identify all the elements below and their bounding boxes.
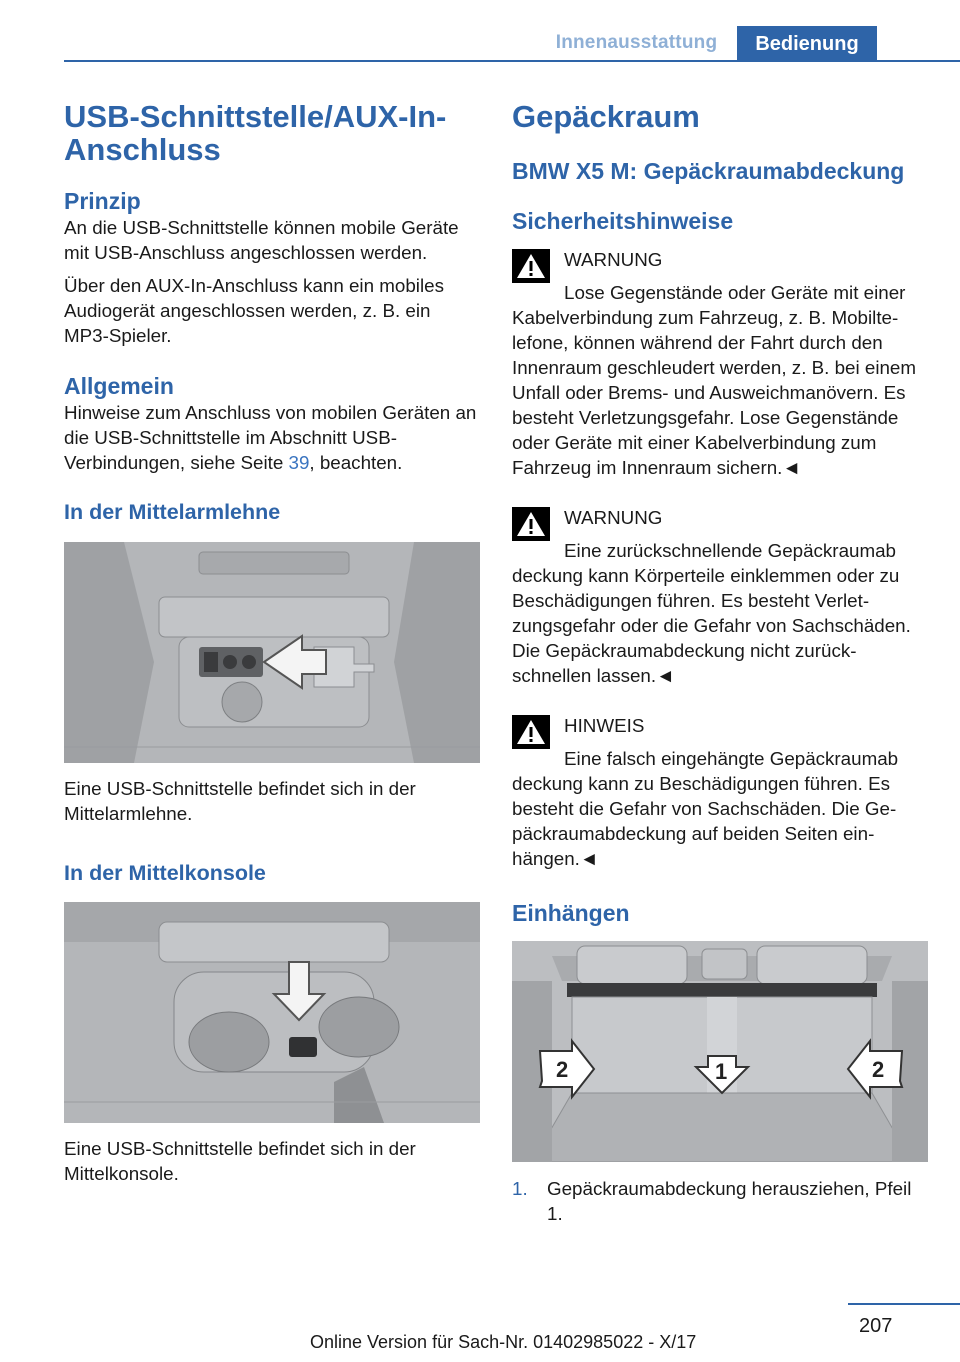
warning-text-1 — [512, 280, 928, 480]
heading-einhaengen: Einhängen — [512, 900, 630, 926]
page-link-39[interactable]: 39 — [288, 452, 310, 473]
step-item — [512, 1176, 928, 1226]
hint-text-first: Eine falsch eingehängte Gepäckraumab — [564, 748, 899, 769]
step-number: 1. — [512, 1178, 528, 1199]
heading-mittelarmlehne: In der Mittelarmlehne — [64, 500, 281, 524]
warning-triangle-icon — [512, 507, 550, 541]
principle-paragraph-1: An die USB-Schnittstelle können mobile Geräte mit USB-Anschluss angeschlossen werden. — [64, 217, 459, 263]
general-text-post: , beachten. — [309, 452, 403, 473]
footer-rule — [848, 1303, 960, 1305]
principle-paragraph-2: Über den AUX-In-Anschluss kann ein mobiles Audiogerät angeschlossen werden, z. B. ein MP3-Spieler. — [64, 275, 444, 346]
figure-luggage-cover — [512, 941, 928, 1162]
header-tab-bedienung[interactable]: Bedienung — [737, 26, 877, 62]
right-column — [512, 100, 928, 1226]
heading-prinzip: Prinzip — [64, 188, 141, 214]
armrest-caption: Eine USB-Schnittstelle befindet sich in der Mittelarmlehne. — [64, 778, 416, 824]
subtitle-abdeckung: BMW X5 M: Gepäckraumabdeckung — [512, 158, 905, 184]
luggage-illustration — [512, 941, 928, 1162]
warning-label-1: WARNUNG — [564, 249, 663, 270]
header-tab-innenausstattung[interactable]: Innenausstattung — [555, 32, 718, 53]
step-text: Gepäckraumabdeckung herausziehen, Pfeil 1. — [547, 1178, 912, 1224]
console-caption: Eine USB-Schnittstelle befindet sich in der Mittelkonsole. — [64, 1138, 416, 1184]
warning-block-1 — [512, 247, 928, 480]
hint-label: HINWEIS — [564, 715, 645, 736]
hint-text-rest: deckung kann zu Beschädigungen führen. Es besteht die Gefahr von Sachschäden. Die Gepäckraumabdeckung auf beiden Seiten einhängen.◄ — [512, 773, 897, 869]
warning-text-2-rest: deckung kann Körperteile einklemmen oder zu Beschädigungen führen. Es besteht Verletzungsgefahr oder die Gefahr von Sachschäden. Die Gepäckraumabdeckung nicht zurückschnellen lassen.◄ — [512, 565, 911, 686]
arrow-label-left: 2 — [556, 1057, 569, 1082]
warning-triangle-icon — [512, 715, 550, 749]
online-version-note: Online Version für Sach-Nr. 01402985022 - X/17 — [310, 1332, 697, 1352]
left-column — [64, 100, 480, 1186]
arrow-label-center: 1 — [715, 1059, 728, 1084]
arrow-label-right: 2 — [872, 1057, 885, 1082]
warning-text-1-rest: Kabelverbindung zum Fahrzeug, z. B. Mobiltelefone, können während der Fahrt durch den Innenraum geschleudert werden, z. B. bei einem Unfall oder Brems- und Ausweichmanövern. Es besteht Verletzungsgefahr. Lose Gegenstände oder Geräte mit einer Kabelverbindung zum Fahrzeug im Innenraum sichern.◄ — [512, 307, 917, 478]
general-paragraph — [64, 400, 480, 475]
page-number: 207 — [859, 1315, 893, 1337]
section-title-gepaeckraum: Gepäckraum — [512, 99, 700, 134]
warning-text-2 — [512, 538, 928, 688]
warning-block-2 — [512, 505, 928, 688]
figure-armrest — [64, 542, 480, 763]
heading-mittelkonsole: In der Mittelkonsole — [64, 861, 266, 885]
general-text-pre: Hinweise zum Anschluss von mobilen Geräten an die USB-Schnittstelle im Abschnitt USB-Verbindungen, siehe Seite — [64, 402, 477, 473]
figure-console — [64, 902, 480, 1123]
hint-text — [512, 746, 928, 871]
section-title-usb: USB-Schnittstelle/AUX-In-Anschluss — [64, 99, 447, 167]
console-illustration — [64, 902, 480, 1123]
header-rule — [64, 60, 960, 62]
armrest-illustration — [64, 542, 480, 763]
warning-triangle-icon — [512, 249, 550, 283]
warning-label-2: WARNUNG — [564, 507, 663, 528]
heading-allgemein: Allgemein — [64, 373, 174, 399]
heading-sicherheitshinweise: Sicherheitshinweise — [512, 208, 734, 234]
warning-text-2-first: Eine zurückschnellende Gepäckraumab — [564, 540, 896, 561]
warning-text-1-first: Lose Gegenstände oder Geräte mit einer — [564, 282, 906, 303]
warning-block-3 — [512, 713, 928, 871]
